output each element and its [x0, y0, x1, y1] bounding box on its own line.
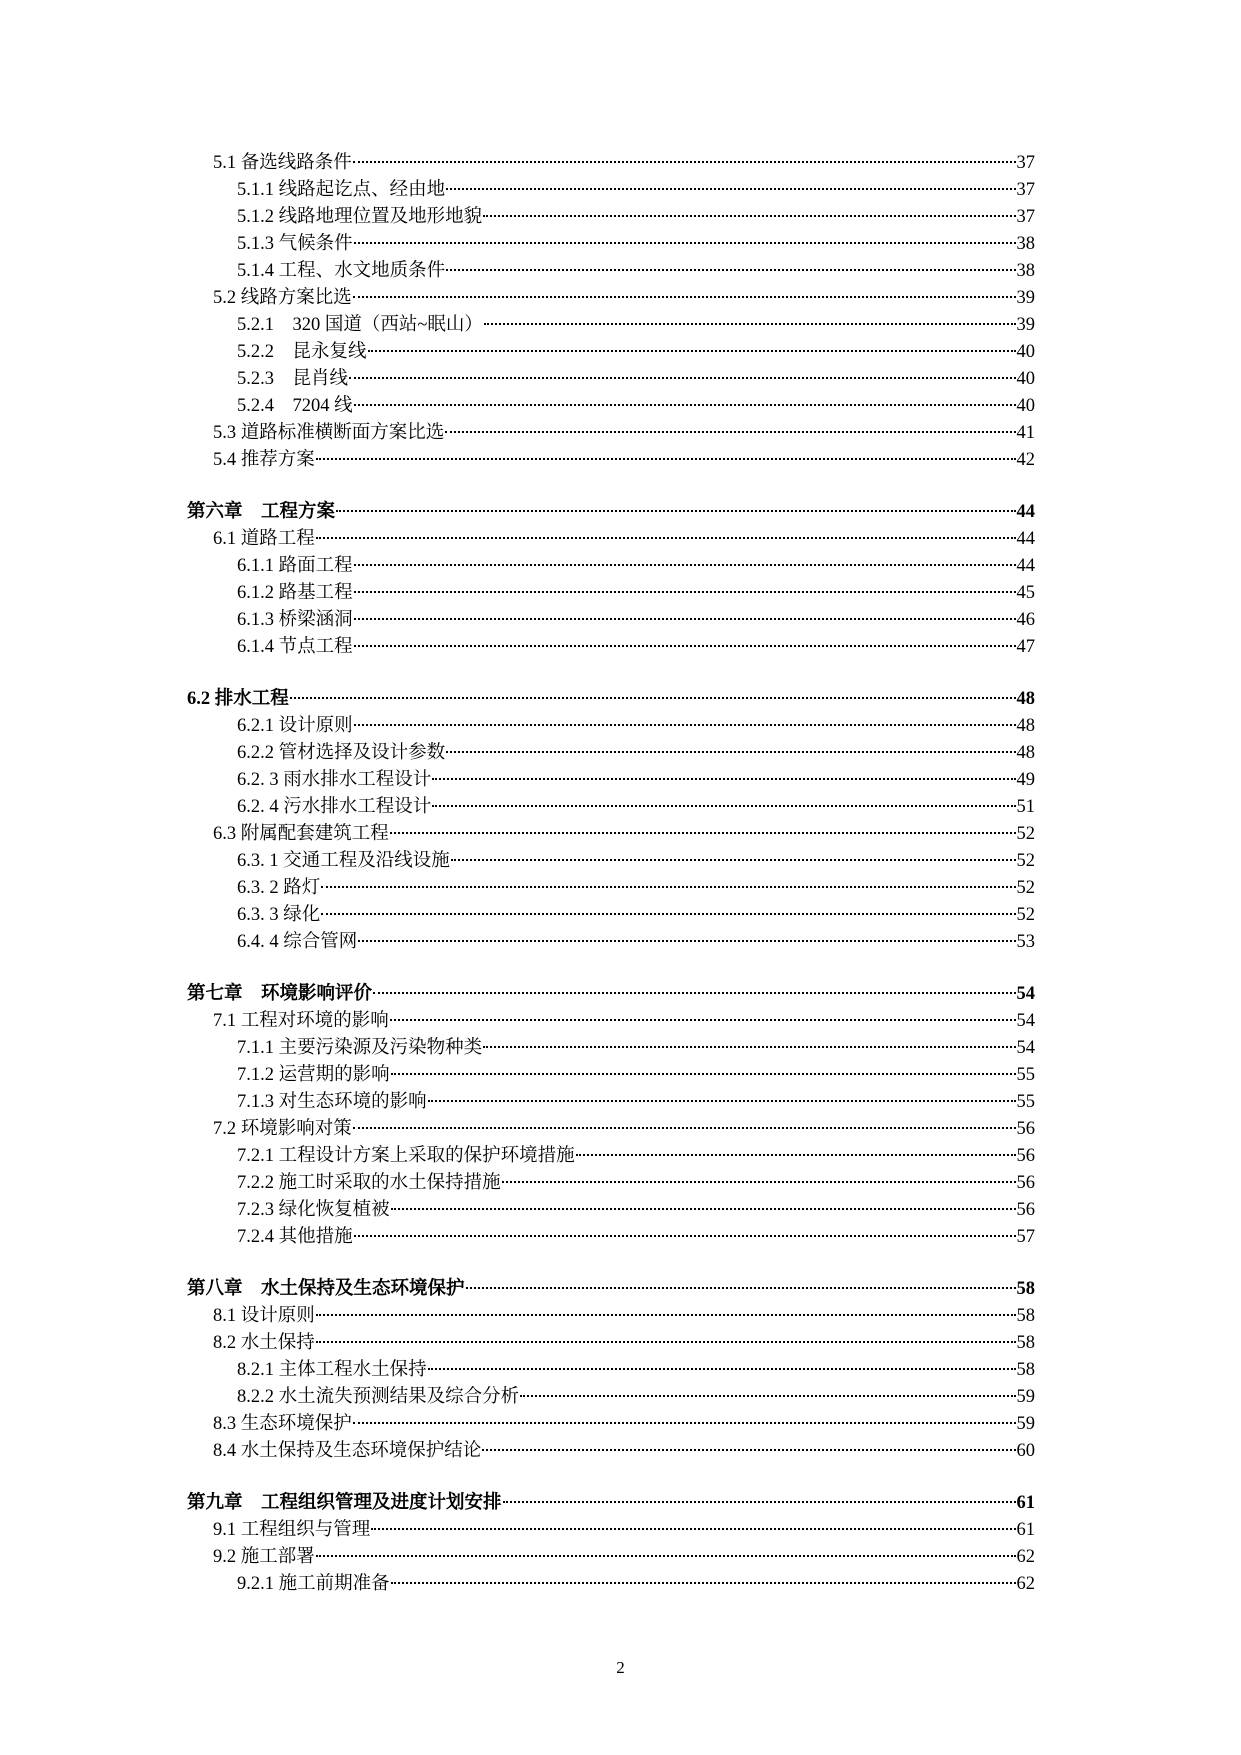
toc-entry-page-number: 40 — [1016, 342, 1035, 362]
toc-entry-page-number: 39 — [1016, 315, 1035, 335]
toc-entry-title: 6.4. 4 综合管网 — [237, 932, 358, 952]
toc-entry-title: 7.2 环境影响对策 — [213, 1119, 352, 1139]
toc-entry[interactable] — [187, 285, 1035, 312]
toc-entry-page-number: 58 — [1016, 1306, 1035, 1326]
dot-leader — [316, 537, 1016, 539]
toc-entry-title: 6.2.1 设计原则 — [237, 716, 353, 736]
toc-entry-page-number: 56 — [1016, 1200, 1035, 1220]
toc-entry-page-number: 48 — [1016, 743, 1035, 763]
toc-entry-title: 5.2.4 7204 线 — [237, 396, 353, 416]
toc-entry-title: 8.2.1 主体工程水土保持 — [237, 1360, 427, 1380]
toc-entry-title: 6.1.4 节点工程 — [237, 637, 353, 657]
dot-leader — [354, 618, 1016, 620]
toc-entry-title: 6.2.2 管材选择及设计参数 — [237, 743, 446, 763]
toc-entry-title: 8.1 设计原则 — [213, 1306, 315, 1326]
toc-entry[interactable] — [187, 929, 1035, 956]
toc-entry-title: 7.2.3 绿化恢复植被 — [237, 1200, 390, 1220]
dot-leader — [576, 1154, 1016, 1156]
toc-entry-title: 第六章 工程方案 — [187, 502, 336, 522]
toc-entry-title: 8.4 水土保持及生态环境保护结论 — [213, 1441, 482, 1461]
dot-leader — [321, 886, 1015, 888]
toc-entry[interactable] — [187, 1330, 1035, 1357]
toc-entry[interactable] — [187, 553, 1035, 580]
toc-entry[interactable] — [187, 177, 1035, 204]
dot-leader — [432, 805, 1015, 807]
dot-leader — [354, 404, 1016, 406]
toc-chapter-entry[interactable] — [187, 686, 1035, 713]
toc-entry[interactable] — [187, 204, 1035, 231]
toc-entry-page-number: 54 — [1016, 1038, 1035, 1058]
dot-leader — [336, 510, 1015, 512]
toc-entry-page-number: 48 — [1016, 716, 1035, 736]
toc-entry-title: 5.1.1 线路起讫点、经由地 — [237, 180, 446, 200]
dot-leader — [446, 188, 1015, 190]
dot-leader — [354, 564, 1016, 566]
toc-entry-page-number: 48 — [1016, 689, 1035, 709]
toc-chapter-entry[interactable] — [187, 1490, 1035, 1517]
toc-entry-page-number: 46 — [1016, 610, 1035, 630]
toc-entry[interactable] — [187, 902, 1035, 929]
toc-entry-page-number: 55 — [1016, 1092, 1035, 1112]
toc-entry-title: 6.3 附属配套建筑工程 — [213, 824, 389, 844]
toc-entry-title: 5.4 推荐方案 — [213, 450, 315, 470]
dot-leader — [290, 697, 1016, 699]
toc-entry-page-number: 59 — [1016, 1387, 1035, 1407]
toc-entry-page-number: 62 — [1016, 1574, 1035, 1594]
toc-entry[interactable] — [187, 1571, 1035, 1598]
dot-leader — [484, 323, 1016, 325]
toc-entry-page-number: 49 — [1016, 770, 1035, 790]
toc-entry-page-number: 52 — [1016, 824, 1035, 844]
toc-entry[interactable] — [187, 312, 1035, 339]
toc-entry-title: 9.1 工程组织与管理 — [213, 1520, 371, 1540]
dot-leader — [354, 724, 1016, 726]
toc-entry-page-number: 55 — [1016, 1065, 1035, 1085]
toc-entry[interactable] — [187, 366, 1035, 393]
dot-leader — [451, 859, 1016, 861]
dot-leader — [353, 161, 1016, 163]
toc-entry-page-number: 42 — [1016, 450, 1035, 470]
toc-entry-title: 6.1 道路工程 — [213, 529, 315, 549]
toc-entry[interactable] — [187, 875, 1035, 902]
toc-entry[interactable] — [187, 1062, 1035, 1089]
toc-entry-page-number: 58 — [1016, 1279, 1035, 1299]
toc-entry[interactable] — [187, 1089, 1035, 1116]
dot-leader — [354, 645, 1016, 647]
toc-entry-title: 6.3. 3 绿化 — [237, 905, 321, 925]
toc-entry-page-number: 41 — [1016, 423, 1035, 443]
toc-entry-page-number: 40 — [1016, 396, 1035, 416]
toc-entry-page-number: 53 — [1016, 932, 1035, 952]
toc-entry[interactable] — [187, 1544, 1035, 1571]
toc-entry[interactable] — [187, 1438, 1035, 1465]
toc-entry-page-number: 37 — [1016, 180, 1035, 200]
toc-entry[interactable] — [187, 580, 1035, 607]
toc-entry[interactable] — [187, 420, 1035, 447]
toc-entry-title: 7.1 工程对环境的影响 — [213, 1011, 389, 1031]
toc-entry[interactable] — [187, 1357, 1035, 1384]
dot-leader — [428, 1100, 1016, 1102]
dot-leader — [349, 377, 1015, 379]
dot-leader — [353, 1422, 1016, 1424]
toc-entry-page-number: 62 — [1016, 1547, 1035, 1567]
dot-leader — [445, 431, 1015, 433]
toc-entry-page-number: 54 — [1016, 1011, 1035, 1031]
dot-leader — [391, 1208, 1016, 1210]
toc-entry[interactable] — [187, 821, 1035, 848]
toc-entry[interactable] — [187, 258, 1035, 285]
toc-entry-title: 6.2. 4 污水排水工程设计 — [237, 797, 432, 817]
toc-entry-title: 5.1.3 气候条件 — [237, 234, 353, 254]
toc-entry-title: 第七章 环境影响评价 — [187, 984, 373, 1004]
dot-leader — [502, 1181, 1016, 1183]
toc-chapter-entry[interactable] — [187, 499, 1035, 526]
toc-entry-title: 5.2 线路方案比选 — [213, 288, 352, 308]
toc-entry[interactable] — [187, 1170, 1035, 1197]
dot-leader — [520, 1395, 1015, 1397]
toc-entry[interactable] — [187, 393, 1035, 420]
toc-entry-page-number: 37 — [1016, 207, 1035, 227]
toc-entry[interactable] — [187, 526, 1035, 553]
dot-leader — [446, 269, 1015, 271]
dot-leader — [390, 832, 1016, 834]
toc-entry-page-number: 51 — [1016, 797, 1035, 817]
toc-entry[interactable] — [187, 1224, 1035, 1251]
toc-entry-title: 第八章 水土保持及生态环境保护 — [187, 1279, 465, 1299]
dot-leader — [371, 1528, 1015, 1530]
dot-leader — [368, 350, 1016, 352]
toc-entry-page-number: 61 — [1016, 1493, 1035, 1513]
dot-leader — [316, 1314, 1016, 1316]
toc-entry-title: 6.3. 1 交通工程及沿线设施 — [237, 851, 450, 871]
dot-leader — [483, 215, 1015, 217]
toc-entry-page-number: 38 — [1016, 234, 1035, 254]
toc-entry[interactable] — [187, 1384, 1035, 1411]
dot-leader — [446, 751, 1015, 753]
toc-entry[interactable] — [187, 740, 1035, 767]
toc-entry-title: 8.2 水土保持 — [213, 1333, 315, 1353]
dot-leader — [390, 1019, 1016, 1021]
toc-entry-page-number: 52 — [1016, 851, 1035, 871]
dot-leader — [316, 458, 1016, 460]
dot-leader — [503, 1501, 1016, 1503]
toc-chapter-entry[interactable] — [187, 981, 1035, 1008]
toc-entry-page-number: 52 — [1016, 905, 1035, 925]
toc-entry-page-number: 44 — [1016, 502, 1035, 522]
toc-entry-page-number: 58 — [1016, 1360, 1035, 1380]
toc-entry-title: 6.1.1 路面工程 — [237, 556, 353, 576]
toc-entry-page-number: 38 — [1016, 261, 1035, 281]
toc-entry-title: 7.1.2 运营期的影响 — [237, 1065, 390, 1085]
toc-entry-page-number: 47 — [1016, 637, 1035, 657]
toc-entry-page-number: 52 — [1016, 878, 1035, 898]
toc-entry[interactable] — [187, 339, 1035, 366]
dot-leader — [316, 1555, 1016, 1557]
toc-entry[interactable] — [187, 447, 1035, 474]
toc-entry-title: 7.1.3 对生态环境的影响 — [237, 1092, 427, 1112]
toc-entry-title: 5.1 备选线路条件 — [213, 153, 352, 173]
toc-entry-page-number: 44 — [1016, 556, 1035, 576]
toc-entry-page-number: 39 — [1016, 288, 1035, 308]
dot-leader — [316, 1341, 1016, 1343]
toc-entry-title: 5.1.4 工程、水文地质条件 — [237, 261, 446, 281]
toc-entry-page-number: 59 — [1016, 1414, 1035, 1434]
toc-entry[interactable] — [187, 1197, 1035, 1224]
toc-entry[interactable] — [187, 713, 1035, 740]
toc-entry-title: 5.2.1 320 国道（西站~眠山） — [237, 315, 483, 335]
dot-leader — [428, 1368, 1016, 1370]
dot-leader — [482, 1449, 1015, 1451]
toc-entry[interactable] — [187, 767, 1035, 794]
dot-leader — [391, 1582, 1016, 1584]
toc-entry-title: 5.1.2 线路地理位置及地形地貌 — [237, 207, 483, 227]
toc-entry-title: 8.3 生态环境保护 — [213, 1414, 352, 1434]
page-number: 2 — [616, 1658, 625, 1677]
toc-entry-title: 7.2.4 其他措施 — [237, 1227, 353, 1247]
toc-entry[interactable] — [187, 1411, 1035, 1438]
toc-chapter-entry[interactable] — [187, 1276, 1035, 1303]
toc-entry[interactable] — [187, 848, 1035, 875]
toc-entry[interactable] — [187, 607, 1035, 634]
toc-entry-page-number: 40 — [1016, 369, 1035, 389]
toc-entry-title: 8.2.2 水土流失预测结果及综合分析 — [237, 1387, 520, 1407]
toc-entry[interactable] — [187, 794, 1035, 821]
toc-entry-title: 6.3. 2 路灯 — [237, 878, 321, 898]
dot-leader — [358, 940, 1015, 942]
dot-leader — [466, 1287, 1016, 1289]
dot-leader — [321, 913, 1015, 915]
toc-entry-page-number: 37 — [1016, 153, 1035, 173]
toc-entry[interactable] — [187, 1008, 1035, 1035]
toc-entry-page-number: 56 — [1016, 1173, 1035, 1193]
toc-entry-title: 第九章 工程组织管理及进度计划安排 — [187, 1493, 502, 1513]
toc-entry-title: 6.2 排水工程 — [187, 689, 289, 709]
dot-leader — [354, 1235, 1016, 1237]
dot-leader — [354, 591, 1016, 593]
toc-entry[interactable] — [187, 1303, 1035, 1330]
dot-leader — [353, 1127, 1016, 1129]
toc-entry-title: 9.2.1 施工前期准备 — [237, 1574, 390, 1594]
dot-leader — [353, 296, 1016, 298]
toc-entry-title: 7.2.2 施工时采取的水土保持措施 — [237, 1173, 501, 1193]
toc-entry-page-number: 58 — [1016, 1333, 1035, 1353]
toc-entry-page-number: 57 — [1016, 1227, 1035, 1247]
toc-entry-title: 5.3 道路标准横断面方案比选 — [213, 423, 445, 443]
table-of-contents — [187, 150, 1035, 1598]
dot-leader — [391, 1073, 1016, 1075]
toc-entry[interactable] — [187, 1116, 1035, 1143]
toc-entry[interactable] — [187, 634, 1035, 661]
toc-entry[interactable] — [187, 1143, 1035, 1170]
toc-entry-page-number: 44 — [1016, 529, 1035, 549]
toc-entry-page-number: 54 — [1016, 984, 1035, 1004]
toc-entry-title: 6.1.3 桥梁涵洞 — [237, 610, 353, 630]
toc-entry[interactable] — [187, 231, 1035, 258]
toc-entry-title: 5.2.2 昆永复线 — [237, 342, 367, 362]
toc-entry-title: 9.2 施工部署 — [213, 1547, 315, 1567]
toc-entry-title: 6.2. 3 雨水排水工程设计 — [237, 770, 432, 790]
toc-entry[interactable] — [187, 1035, 1035, 1062]
toc-entry-title: 5.2.3 昆肖线 — [237, 369, 349, 389]
toc-entry-title: 6.1.2 路基工程 — [237, 583, 353, 603]
toc-entry-page-number: 56 — [1016, 1146, 1035, 1166]
toc-entry-page-number: 56 — [1016, 1119, 1035, 1139]
toc-entry-page-number: 60 — [1016, 1441, 1035, 1461]
dot-leader — [354, 242, 1016, 244]
toc-entry-page-number: 45 — [1016, 583, 1035, 603]
toc-entry-title: 7.2.1 工程设计方案上采取的保护环境措施 — [237, 1146, 575, 1166]
dot-leader — [432, 778, 1015, 780]
dot-leader — [483, 1046, 1015, 1048]
toc-entry[interactable] — [187, 150, 1035, 177]
toc-entry-page-number: 61 — [1016, 1520, 1035, 1540]
toc-entry-title: 7.1.1 主要污染源及污染物种类 — [237, 1038, 483, 1058]
toc-entry[interactable] — [187, 1517, 1035, 1544]
dot-leader — [373, 992, 1015, 994]
